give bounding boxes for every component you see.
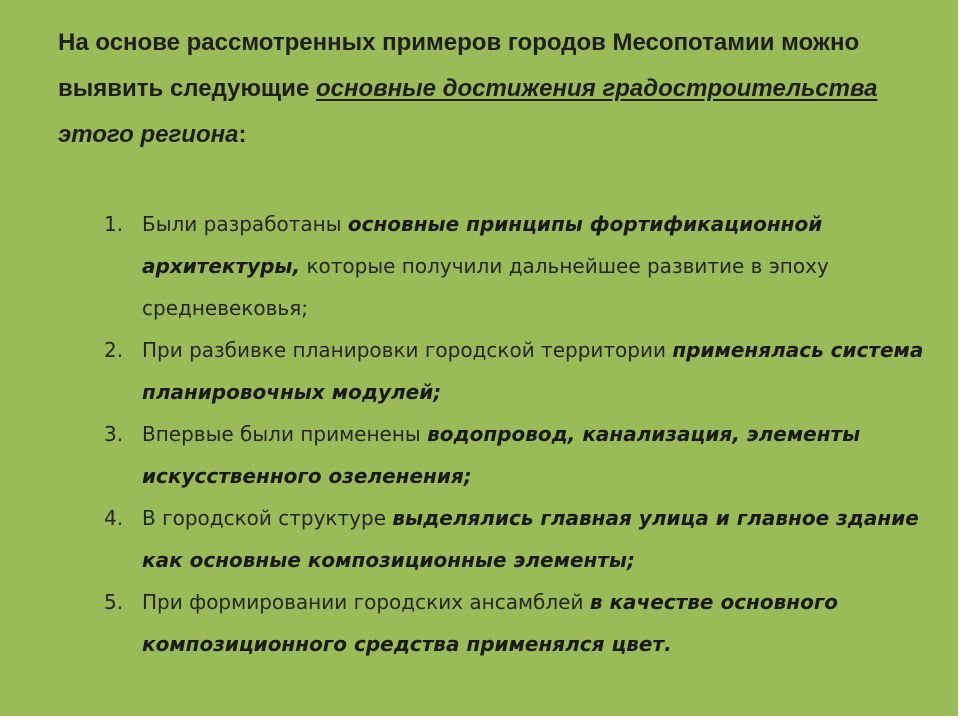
list-item-text-end: которые получили дальнейшее развитие в эпоху средневековья; (142, 254, 829, 320)
list-item (104, 329, 954, 413)
list-item (104, 497, 954, 581)
list-item-emphasis: выделялись главная улица и главное здание как основные композиционные элементы; (142, 506, 919, 572)
heading-colon: : (238, 121, 247, 148)
heading-text: На основе рассмотренных примеров городов Месопотамии можно выявить следующие (58, 29, 860, 102)
list-item (104, 581, 954, 665)
list-item-text: Были разработаны (142, 212, 348, 236)
list-item-number: 2. (104, 338, 124, 362)
list-item-number: 1. (104, 212, 124, 236)
list-item-emphasis: основные принципы фортификационной архитектуры, (142, 212, 823, 278)
list-item-emphasis: водопровод, канализация, элементы искусственного озеленения; (142, 422, 861, 488)
heading-text-end: этого региона (58, 121, 239, 148)
list-item-text: Впервые были применены (142, 422, 428, 446)
list-item (104, 413, 954, 497)
list-item-text: В городской структуре (142, 506, 393, 530)
list-item-number: 5. (104, 590, 124, 614)
list-item-text: При формировании городских ансамблей (142, 590, 590, 614)
list-item-number: 3. (104, 422, 124, 446)
achievements-list (104, 203, 954, 665)
list-item-text: При разбивке планировки городской территории (142, 338, 673, 362)
list-item-number: 4. (104, 506, 124, 530)
list-item-emphasis: в качестве основного композиционного средства применялся цвет. (142, 590, 839, 656)
list-item (104, 203, 954, 329)
list-item-emphasis: применялась система планировочных модулей; (142, 338, 924, 404)
slide-heading (58, 20, 938, 158)
heading-underlined-phrase: основные достижения градостроительства (315, 75, 878, 102)
